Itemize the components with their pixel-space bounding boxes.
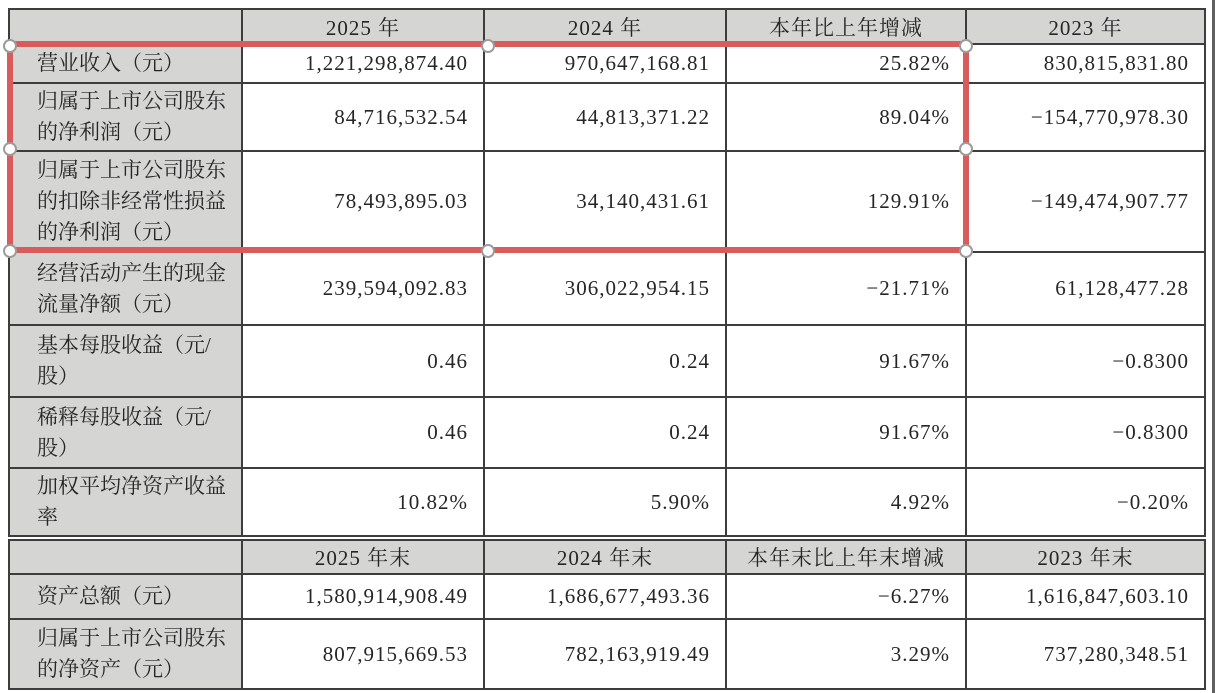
row-label: 营业收入（元） — [9, 44, 242, 83]
row-label: 资产总额（元） — [9, 574, 242, 619]
row-label: 归属于上市公司股东的扣除非经常性损益的净利润（元） — [9, 151, 242, 252]
table1-header-col-2: 2024 年 — [484, 9, 726, 44]
table1-header-col-3: 本年比上年增减 — [726, 9, 966, 44]
table-row — [9, 325, 1205, 397]
cell-value: −6.27% — [726, 574, 966, 619]
cell-value: 78,493,895.03 — [242, 151, 484, 252]
selection-handle-bottom-center[interactable] — [481, 244, 495, 258]
window-right-edge-line — [1212, 0, 1215, 693]
cell-value: 25.82% — [726, 44, 966, 83]
table-row — [9, 83, 1205, 151]
cell-value: 44,813,371.22 — [484, 83, 726, 151]
cell-value: −154,770,978.30 — [966, 83, 1205, 151]
table1-header-col-0 — [9, 9, 242, 44]
cell-value: 830,815,831.80 — [966, 44, 1205, 83]
table2-header-row — [9, 540, 1205, 574]
selection-handle-middle-right[interactable] — [959, 142, 973, 156]
cell-value: 0.24 — [484, 325, 726, 397]
table-row — [9, 574, 1205, 619]
table2-header-col-2: 2024 年末 — [484, 540, 726, 574]
table2-header-col-4: 2023 年末 — [966, 540, 1205, 574]
key-financials-table — [8, 8, 1206, 537]
cell-value: 306,022,954.15 — [484, 252, 726, 325]
cell-value: 61,128,477.28 — [966, 252, 1205, 325]
cell-value: 0.24 — [484, 397, 726, 468]
cell-value: 782,163,919.49 — [484, 619, 726, 689]
period-end-balance-table — [8, 539, 1206, 690]
cell-value: 89.04% — [726, 83, 966, 151]
table-row — [9, 619, 1205, 689]
cell-value: 4.92% — [726, 468, 966, 536]
cell-value: −0.20% — [966, 468, 1205, 536]
cell-value: 0.46 — [242, 397, 484, 468]
table-row — [9, 397, 1205, 468]
cell-value: 3.29% — [726, 619, 966, 689]
selection-handle-bottom-left[interactable] — [3, 244, 17, 258]
table-row — [9, 151, 1205, 252]
row-label: 经营活动产生的现金流量净额（元） — [9, 252, 242, 325]
table2-header-col-1: 2025 年末 — [242, 540, 484, 574]
table2-header-col-3: 本年末比上年末增减 — [726, 540, 966, 574]
cell-value: 737,280,348.51 — [966, 619, 1205, 689]
table-row — [9, 44, 1205, 83]
table2-header-col-0 — [9, 540, 242, 574]
table1-header-col-4: 2023 年 — [966, 9, 1205, 44]
selection-handle-top-right[interactable] — [959, 39, 973, 53]
row-label: 归属于上市公司股东的净资产（元） — [9, 619, 242, 689]
cell-value: 239,594,092.83 — [242, 252, 484, 325]
selection-handle-bottom-right[interactable] — [959, 244, 973, 258]
table1-header-row — [9, 9, 1205, 44]
table1-header-col-1: 2025 年 — [242, 9, 484, 44]
selection-handle-top-center[interactable] — [481, 39, 495, 53]
cell-value: 129.91% — [726, 151, 966, 252]
selection-handle-top-left[interactable] — [3, 39, 17, 53]
cell-value: 91.67% — [726, 397, 966, 468]
cell-value: 1,616,847,603.10 — [966, 574, 1205, 619]
cell-value: 970,647,168.81 — [484, 44, 726, 83]
cell-value: 84,716,532.54 — [242, 83, 484, 151]
cell-value: 1,686,677,493.36 — [484, 574, 726, 619]
selection-handle-middle-left[interactable] — [3, 142, 17, 156]
cell-value: 807,915,669.53 — [242, 619, 484, 689]
cell-value: 1,221,298,874.40 — [242, 44, 484, 83]
cell-value: 0.46 — [242, 325, 484, 397]
cell-value: 1,580,914,908.49 — [242, 574, 484, 619]
table-row — [9, 252, 1205, 325]
row-label: 加权平均净资产收益率 — [9, 468, 242, 536]
cell-value: 5.90% — [484, 468, 726, 536]
row-label: 稀释每股收益（元/股） — [9, 397, 242, 468]
table-row — [9, 468, 1205, 536]
row-label: 基本每股收益（元/股） — [9, 325, 242, 397]
cell-value: −0.8300 — [966, 397, 1205, 468]
cell-value: −21.71% — [726, 252, 966, 325]
cell-value: 91.67% — [726, 325, 966, 397]
cell-value: −0.8300 — [966, 325, 1205, 397]
cell-value: 10.82% — [242, 468, 484, 536]
cell-value: −149,474,907.77 — [966, 151, 1205, 252]
cell-value: 34,140,431.61 — [484, 151, 726, 252]
row-label: 归属于上市公司股东的净利润（元） — [9, 83, 242, 151]
